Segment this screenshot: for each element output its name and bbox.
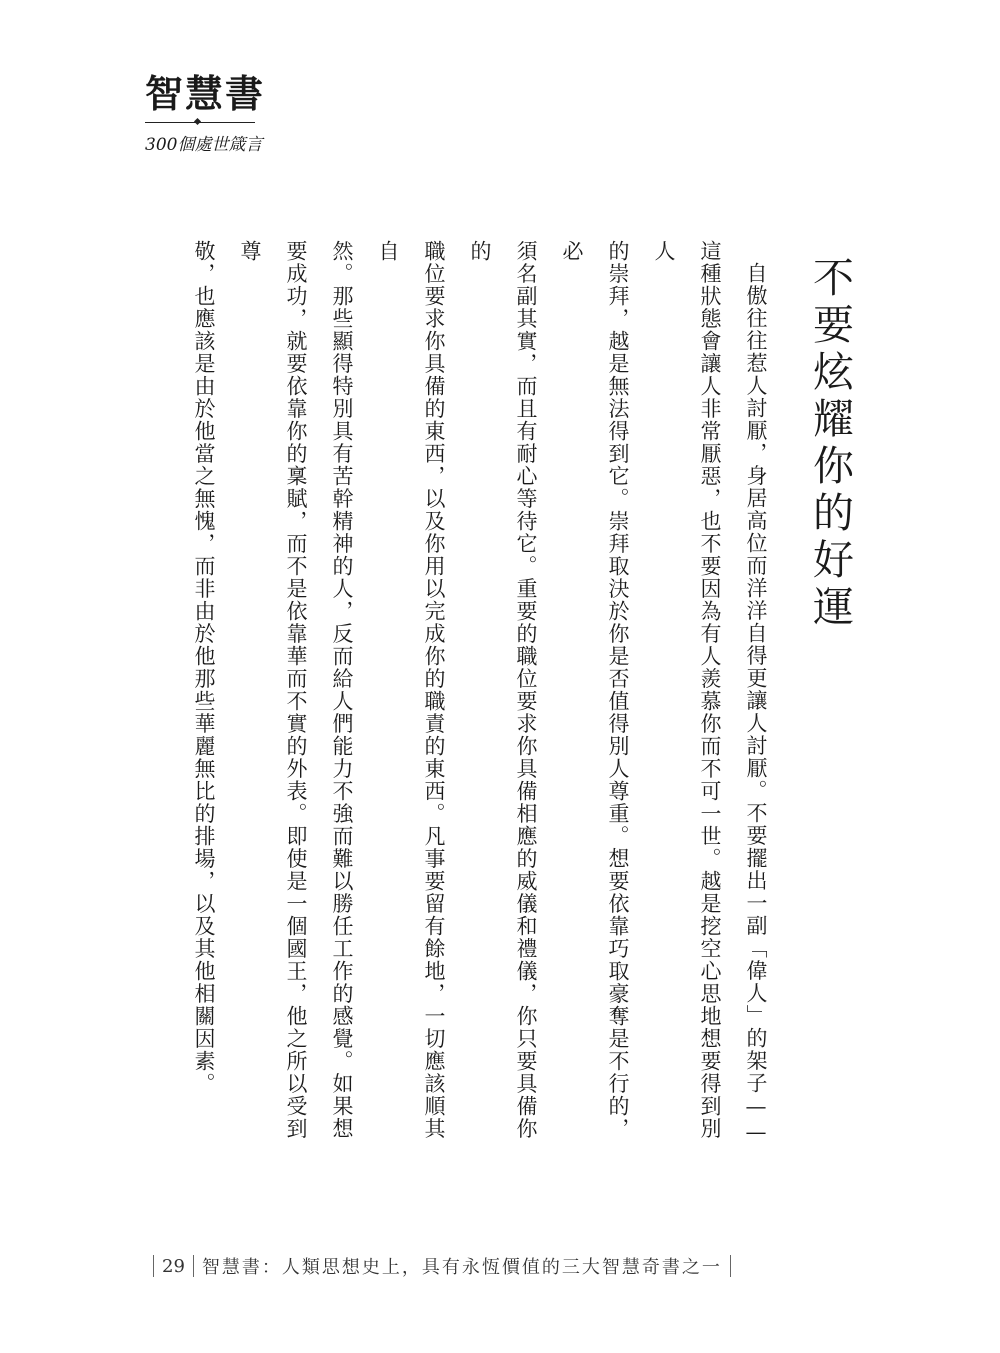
chapter-title: 不要炫耀你的好運 bbox=[806, 256, 854, 632]
body-column: 的崇拜，越是無法得到它。崇拜取決於你是否值得別人尊重。想要依靠巧取豪奪是不行的，必 bbox=[560, 240, 630, 1140]
book-title: 智慧書 bbox=[145, 71, 266, 116]
book-mark bbox=[145, 72, 285, 155]
footer-divider bbox=[730, 1255, 731, 1277]
body-column: 自傲往往惹人討厭，身居高位而洋洋自得更讓人討厭。不要擺出一副「偉人」的架子—— bbox=[744, 262, 768, 1146]
title-divider bbox=[145, 118, 255, 128]
page-footer bbox=[145, 1252, 739, 1280]
body-column: 要成功，就要依靠你的稟賦，而不是依靠華而不實的外表。即使是一個國王，他之所以受到尊 bbox=[238, 240, 308, 1140]
footer-divider bbox=[153, 1255, 154, 1277]
divider-dot bbox=[194, 118, 201, 125]
running-head: 智慧書：人類思想史上，具有永恆價值的三大智慧奇書之一 bbox=[201, 1257, 722, 1278]
vertical-text-area bbox=[181, 240, 854, 1160]
footer-divider bbox=[193, 1255, 194, 1277]
body-column: 職位要求你具備的東西，以及你用以完成你的職責的東西。凡事要留有餘地，一切應該順其自 bbox=[376, 240, 446, 1140]
body-column: 這種狀態會讓人非常厭惡，也不要因為有人羨慕你而不可一世。越是挖空心思地想要得到別人 bbox=[652, 240, 722, 1140]
page-number: 29 bbox=[162, 1255, 185, 1277]
book-subtitle: 300個處世箴言 bbox=[145, 135, 263, 155]
body-column: 敬，也應該是由於他當之無愧，而非由於他那些華麗無比的排場，以及其他相關因素。 bbox=[192, 240, 216, 1095]
body-column: 須名副其實，而且有耐心等待它。重要的職位要求你具備相應的威儀和禮儀，你只要具備你的 bbox=[468, 240, 538, 1140]
body-column: 然。那些顯得特別具有苦幹精神的人，反而給人們能力不強而難以勝任工作的感覺。如果想 bbox=[330, 240, 354, 1140]
